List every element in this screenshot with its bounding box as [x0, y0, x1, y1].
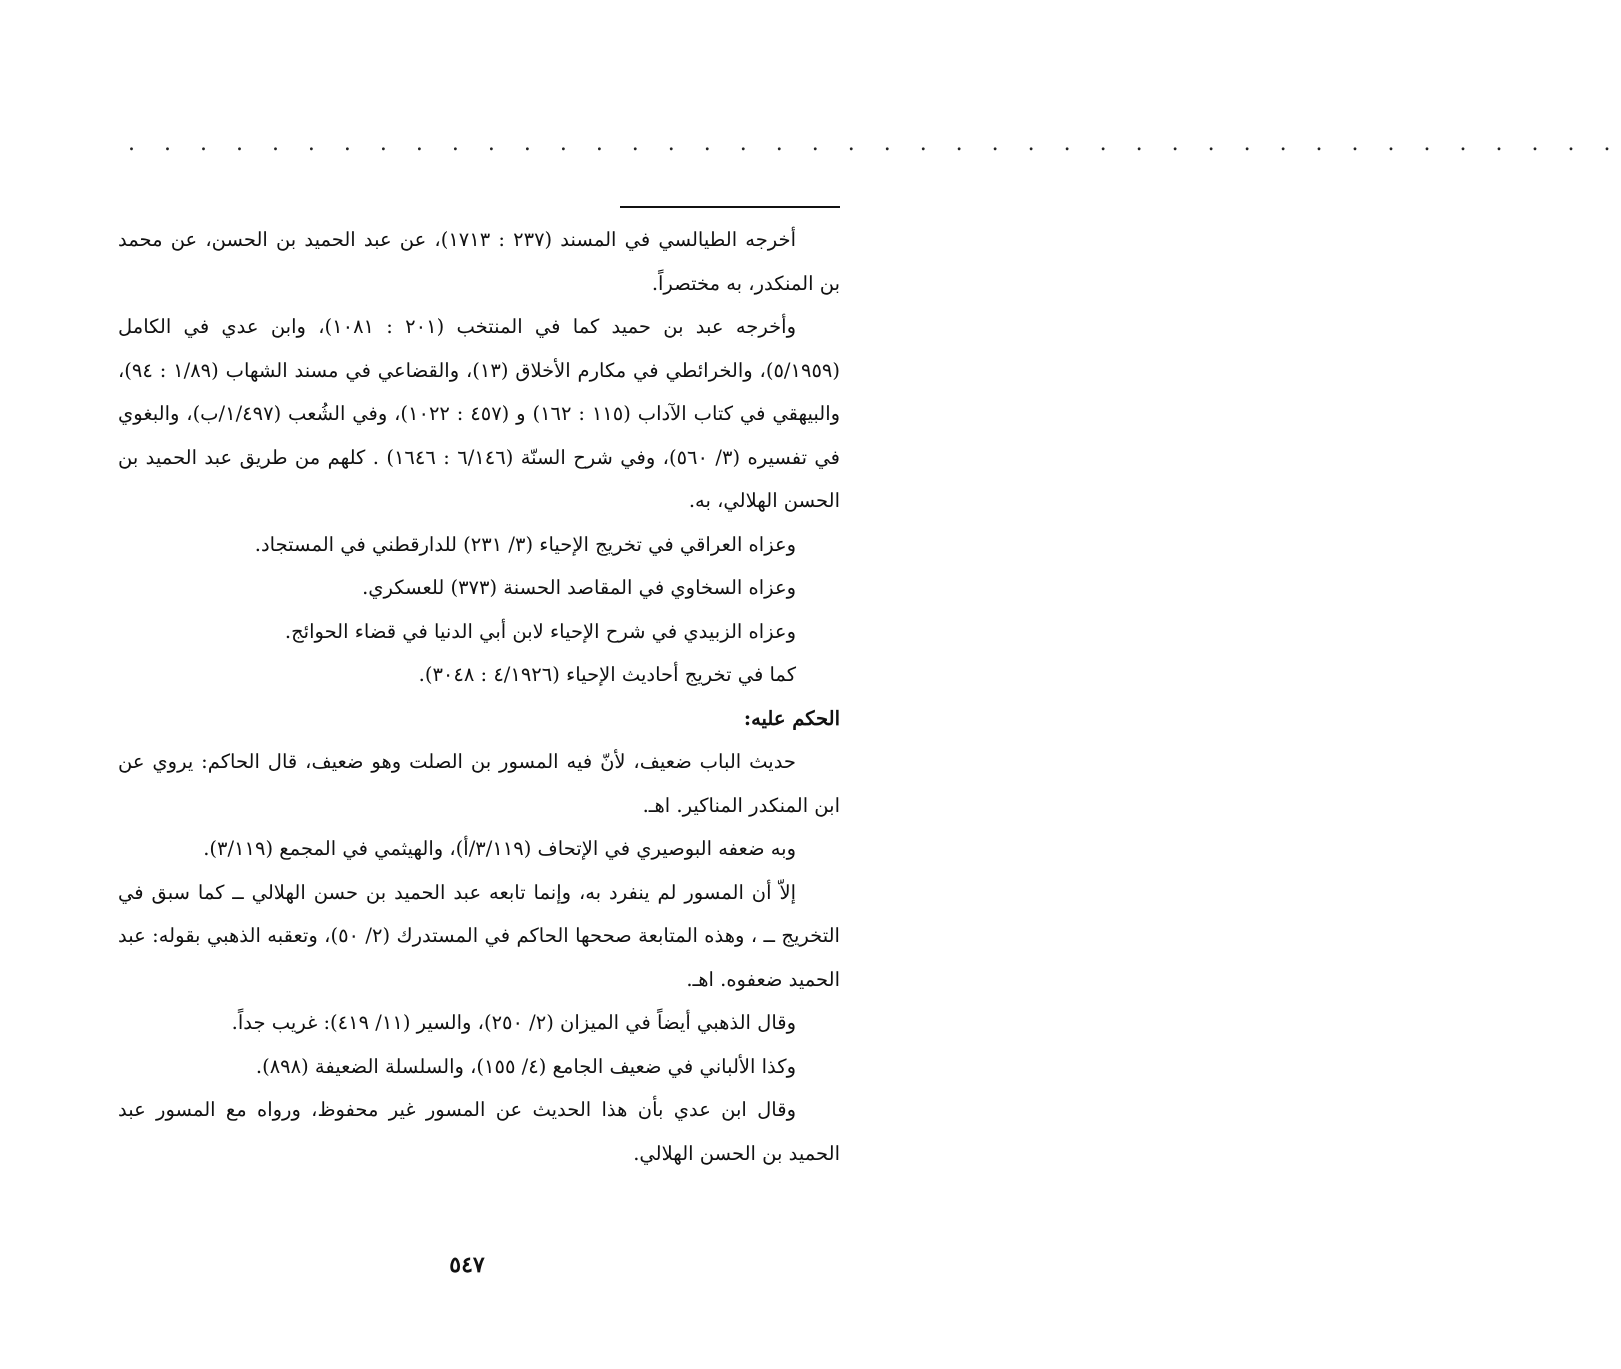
- paragraph-albani: وكذا الألباني في ضعيف الجامع (٤/ ١٥٥)، والسلسلة الضعيفة (٨٩٨).: [255, 1054, 796, 1078]
- page-body: [118, 218, 840, 1175]
- section-heading-hukm: الحكم عليه:: [743, 706, 840, 730]
- paragraph-busiri: وبه ضعفه البوصيري في الإتحاف (٣/١١٩/أ)، والهيثمي في المجمع (٣/١١٩).: [203, 837, 796, 860]
- paragraph-dhahabi: وقال الذهبي أيضاً في الميزان (٢/ ٢٥٠)، والسير (١١/ ٤١٩): غريب جداً.: [231, 1011, 796, 1034]
- paragraph-zabidi: وعزاه الزبيدي في شرح الإحياء لابن أبي الدنيا في قضاء الحوائج.: [284, 619, 796, 643]
- paragraph-takhrij-abd-bin-humaid: وأخرجه عبد بن حميد كما في المنتخب (٢٠١ : ١٠٨١)، وابن عدي في الكامل (٥/١٩٥٩)، والخرائطي في مكارم الأخلاق (١٣)، والقضاعي في مسند الشهاب (١/٨٩ : ٩٤)، والبيهقي في كتاب الآداب (١١٥ : ١٦٢) و (٤٥٧ : ١٠٢٢)، وفي الشُعب (١/٤٩٧/ب)، والبغوي في تفسيره (٣/ ٥٦٠)، وفي شرح السنّة (٦/١٤٦ : ١٦٤٦) . كلهم من طريق عبد الحميد بن الحسن الهلالي، به.: [118, 315, 841, 512]
- page-number: ٥٤٧: [449, 1252, 485, 1278]
- paragraph-takhrij-tayalisi: أخرجه الطيالسي في المسند (٢٣٧ : ١٧١٣)، عن عبد الحميد بن الحسن، عن محمد بن المنكدر، به مختصراً.: [118, 228, 840, 295]
- paragraph-sakhawi: وعزاه السخاوي في المقاصد الحسنة (٣٧٣) للعسكري.: [362, 576, 796, 599]
- paragraph-hadith-daif: حديث الباب ضعيف، لأنّ فيه المسور بن الصلت وهو ضعيف، قال الحاكم: يروي عن ابن المنكدر المناكير. اهـ.: [118, 750, 840, 817]
- footnote-rule: [620, 206, 840, 208]
- paragraph-ibn-adi: وقال ابن عدي بأن هذا الحديث عن المسور غير محفوظ، ورواه مع المسور عبد الحميد بن الحسن الهلالي.: [118, 1098, 840, 1165]
- paragraph-mutabaa: إلاّ أن المسور لم ينفرد به، وإنما تابعه عبد الحميد بن حسن الهلالي ــ كما سبق في التخريج ــ ، وهذه المتابعة صححها الحاكم في المستدرك (٢/ ٥٠)، وتعقبه الذهبي بقوله: عبد الحميد ضعفوه. اهـ.: [118, 880, 840, 991]
- dotted-separator: . . . . . . . . . . . . . . . . . . . . . . . . . . . . . . . . . . . . . . . . . .: [128, 131, 1621, 156]
- paragraph-takhrij-ihya: كما في تخريج أحاديث الإحياء (٤/١٩٢٦ : ٣٠٤٨).: [418, 663, 796, 686]
- paragraph-iraqi: وعزاه العراقي في تخريج الإحياء (٣/ ٢٣١) للدارقطني في المستجاد.: [254, 532, 796, 556]
